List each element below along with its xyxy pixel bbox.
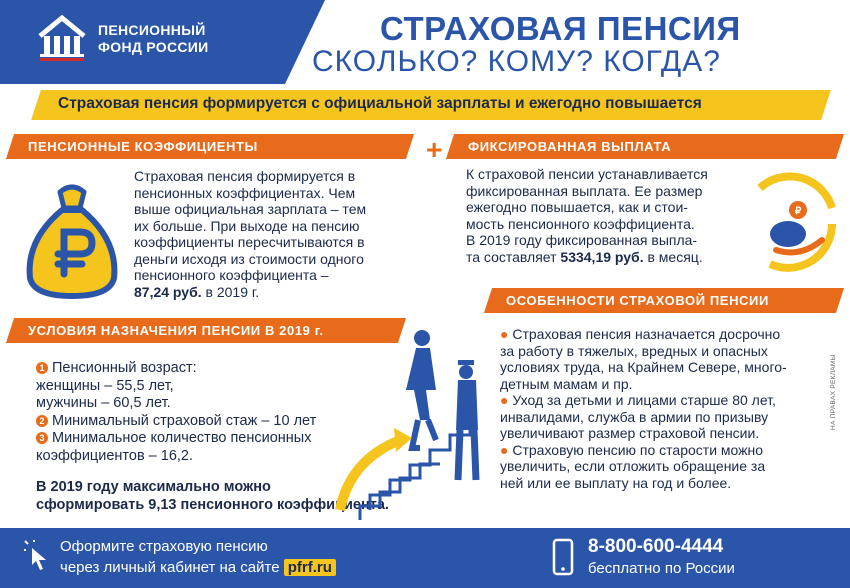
list-item: ● Уход за детьми и лицами старше 80 лет, инвалидами, служба в армии по призыву увеличивают размер страховой пенсии.: [500, 392, 776, 441]
coefficients-text: Страховая пенсия формируется в пенсионных коэффициентах. Чем выше официальная зарплата – тем их больше. При выходе на пенсию коэффициенты пересчитываются в деньги исходя из стоимости одного пенсионного коэффициента – 87,24 руб. в 2019 г.: [134, 168, 367, 300]
click-icon: [24, 540, 52, 572]
page-subtitle: СКОЛЬКО? КОМУ? КОГДА?: [312, 45, 721, 78]
phone-number[interactable]: 8-800-600-4444: [588, 536, 724, 557]
yellow-banner: [28, 90, 838, 120]
tab-fixed-payment: [450, 134, 840, 159]
org-name-line2: ФОНД РОССИИ: [98, 39, 209, 55]
features-list: [500, 326, 830, 491]
header: [0, 0, 850, 88]
list-item: 2 Минимальный страховой стаж – 10 лет: [36, 413, 366, 431]
list-item: 3 Минимальное количество пенсионных: [36, 430, 366, 448]
conditions-heading: УСЛОВИЯ НАЗНАЧЕНИЯ ПЕНСИИ В 2019 г.: [28, 323, 324, 338]
stairs-people-icon: [330, 320, 510, 520]
phone-note: бесплатно по России: [588, 560, 735, 577]
coefficients-heading: ПЕНСИОННЫЕ КОЭФФИЦИЕНТЫ: [28, 139, 258, 154]
pfr-logo-icon: [36, 14, 88, 62]
banner-text: Страховая пенсия формируется с официальной зарплаты и ежегодно повышается: [58, 95, 702, 112]
coefficient-value: 87,24 руб.: [134, 283, 202, 300]
list-item: ● Страховую пенсию по старости можно увеличить, если отложить обращение за ней или ее выплату на год и более.: [500, 441, 766, 491]
footer-text-line2: через личный кабинет на сайте pfrf.ru: [60, 559, 336, 576]
money-bag-icon: [22, 182, 122, 302]
gear-piggy-icon: [740, 168, 840, 278]
footer: [0, 528, 850, 588]
site-link[interactable]: pfrf.ru: [284, 559, 336, 576]
fixed-heading: ФИКСИРОВАННАЯ ВЫПЛАТА: [468, 139, 672, 154]
list-item: 1 Пенсионный возраст:: [36, 360, 366, 378]
conditions-list: 1 Пенсионный возраст: женщины – 55,5 лет, мужчины – 60,5 лет. 2 Минимальный страховой стаж – 10 лет 3 Минимальное количество пенсионных коэффициентов – 16,2.: [36, 360, 366, 465]
svg-text:₽: ₽: [794, 206, 802, 217]
list-item: ● Страховая пенсия назначается досрочно за работу в тяжелых, вредных и опасных условиях труда, на Крайнем Севере, много- детным мамам и пр.: [500, 326, 787, 392]
org-name-line1: ПЕНСИОННЫЙ: [98, 22, 206, 38]
conditions-summary: В 2019 году максимально можно сформировать 9,13 пенсионного коэффициента.: [36, 479, 389, 513]
plus-icon: +: [426, 134, 443, 165]
page-title: СТРАХОВАЯ ПЕНСИЯ: [380, 10, 741, 47]
fixed-payment-value: 5334,19 руб.: [560, 248, 644, 265]
tab-features: [488, 288, 840, 313]
footer-text-line1: Оформите страховую пенсию: [60, 538, 268, 555]
fixed-payment-text: К страховой пенсии устанавливается фиксированная выплата. Ее размер ежегодно повышается, как и стои- мость пенсионного коэффициента. В 2019 году фиксированная выпла- та составляет 5334,19 руб. в месяц.: [466, 166, 708, 265]
org-name: [98, 22, 209, 56]
tab-coefficients: [10, 134, 410, 159]
ad-disclaimer: НА ПРАВАХ РЕКЛАМЫ: [830, 354, 837, 430]
phone-icon: [552, 538, 574, 576]
features-heading: ОСОБЕННОСТИ СТРАХОВОЙ ПЕНСИИ: [506, 293, 769, 308]
